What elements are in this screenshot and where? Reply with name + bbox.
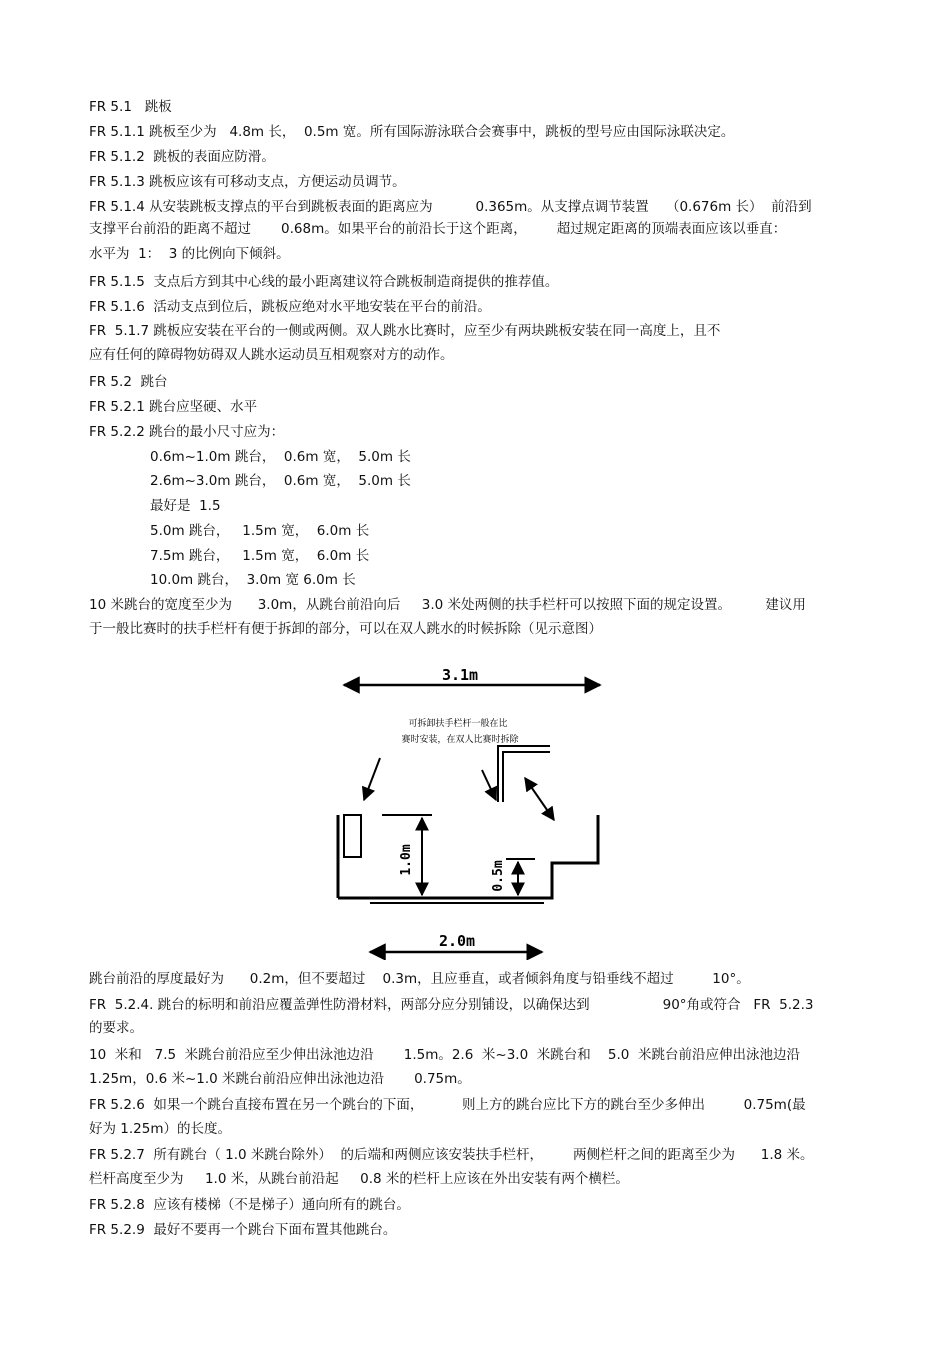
- text-line: 5.0m 跳台， 1.5m 宽， 6.0m 长: [150, 523, 370, 539]
- width-label-top: 3.1m: [441, 666, 479, 684]
- text-line: 10 米跳台的宽度至少为 3.0m，从跳台前沿向后 3.0 米处两侧的扶手栏杆可以按照下面的规定设置。 建议用: [89, 597, 806, 613]
- text-line: 栏杆高度至少为 1.0 米，从跳台前沿起 0.8 米的栏杆上应该在外出安装有两个横栏。: [89, 1171, 629, 1187]
- pointer-arrow-left: [364, 758, 380, 800]
- platform-outline: [338, 815, 598, 898]
- text-line: FR 5.1 跳板: [89, 99, 172, 115]
- text-line: 好为 1.25m）的长度。: [89, 1121, 232, 1137]
- height-label-left: 1.0m: [399, 844, 414, 876]
- text-line: FR 5.1.5 支点后方到其中心线的最小距离建议符合跳板制造商提供的推荐值。: [89, 274, 559, 290]
- text-line: FR 5.1.1 跳板至少为 4.8m 长， 0.5m 宽。所有国际游泳联合会赛事中，跳板的型号应由国际泳联决定。: [89, 124, 735, 140]
- note-line-2: 赛时安装，在双人比赛时拆除: [401, 735, 519, 745]
- removable-railing: [498, 746, 550, 802]
- text-line: 于一般比赛时的扶手栏杆有便于拆卸的部分，可以在双人跳水的时候拆除（见示意图）: [89, 621, 602, 637]
- text-line: FR 5.2.9 最好不要再一个跳台下面布置其他跳台。: [89, 1222, 397, 1238]
- note-line-1: 可拆卸扶手栏杆一般在比: [408, 719, 508, 729]
- pointer-arrow-middle: [482, 770, 496, 800]
- text-line: FR 5.2.4. 跳台的标明和前沿应覆盖弹性防滑材料，两部分应分别铺设，以确保达到 90°角或符合 FR 5.2.3: [89, 997, 814, 1013]
- text-line: 跳台前沿的厚度最好为 0.2m，但不要超过 0.3m，且应垂直，或者倾斜角度与铅垂线不超过 10°。: [89, 971, 750, 987]
- text-line: 2.6m~3.0m 跳台， 0.6m 宽， 5.0m 长: [150, 473, 411, 489]
- text-line: FR 5.2.8 应该有楼梯（不是梯子）通向所有的跳台。: [89, 1197, 410, 1213]
- text-line: FR 5.1.4 从安装跳板支撑点的平台到跳板表面的距离应为 0.365m。从支撑点调节装置 （0.676m 长） 前沿到: [89, 199, 812, 215]
- text-line: FR 5.2 跳台: [89, 374, 168, 390]
- text-line: FR 5.1.2 跳板的表面应防滑。: [89, 149, 275, 165]
- removal-arrow: [525, 778, 554, 820]
- text-line: 7.5m 跳台， 1.5m 宽， 6.0m 长: [150, 548, 370, 564]
- text-line: FR 5.1.3 跳板应该有可移动支点，方便运动员调节。: [89, 174, 406, 190]
- text-line: 水平为 1： 3 的比例向下倾斜。: [89, 246, 290, 262]
- text-line: 10.0m 跳台， 3.0m 宽 6.0m 长: [150, 572, 356, 588]
- text-line: 应有任何的障碍物妨碍双人跳水运动员互相观察对方的动作。: [89, 347, 454, 363]
- text-line: 的要求。: [89, 1020, 143, 1036]
- text-line: FR 5.2.1 跳台应坚硬、水平: [89, 399, 258, 415]
- side-rail-box: [344, 815, 361, 857]
- text-line: FR 5.2.6 如果一个跳台直接布置在另一个跳台的下面， 则上方的跳台应比下方的跳台至少多伸出 0.75m(最: [89, 1097, 806, 1113]
- width-label-bottom: 2.0m: [438, 932, 476, 950]
- text-line: 0.6m~1.0m 跳台， 0.6m 宽， 5.0m 长: [150, 449, 411, 465]
- platform-railing-diagram: [330, 660, 620, 960]
- text-line: FR 5.2.2 跳台的最小尺寸应为：: [89, 424, 285, 440]
- text-line: 最好是 1.5: [150, 498, 221, 514]
- text-line: FR 5.1.6 活动支点到位后，跳板应绝对水平地安装在平台的前沿。: [89, 299, 491, 315]
- text-line: FR 5.1.7 跳板应安装在平台的一侧或两侧。双人跳水比赛时，应至少有两块跳板安装在同一高度上，且不: [89, 323, 721, 339]
- text-line: FR 5.2.7 所有跳台（ 1.0 米跳台除外） 的后端和两侧应该安装扶手栏杆， 两侧栏杆之间的距离至少为 1.8 米。: [89, 1147, 814, 1163]
- text-line: 1.25m，0.6 米~1.0 米跳台前沿应伸出泳池边沿 0.75m。: [89, 1071, 471, 1087]
- text-line: 支撑平台前沿的距离不超过 0.68m。如果平台的前沿长于这个距离， 超过规定距离的顶端表面应该以垂直：: [89, 221, 787, 237]
- text-line: 10 米和 7.5 米跳台前沿应至少伸出泳池边沿 1.5m。2.6 米~3.0 米跳台和 5.0 米跳台前沿应伸出泳池边沿: [89, 1047, 800, 1063]
- height-label-right: 0.5m: [491, 860, 506, 892]
